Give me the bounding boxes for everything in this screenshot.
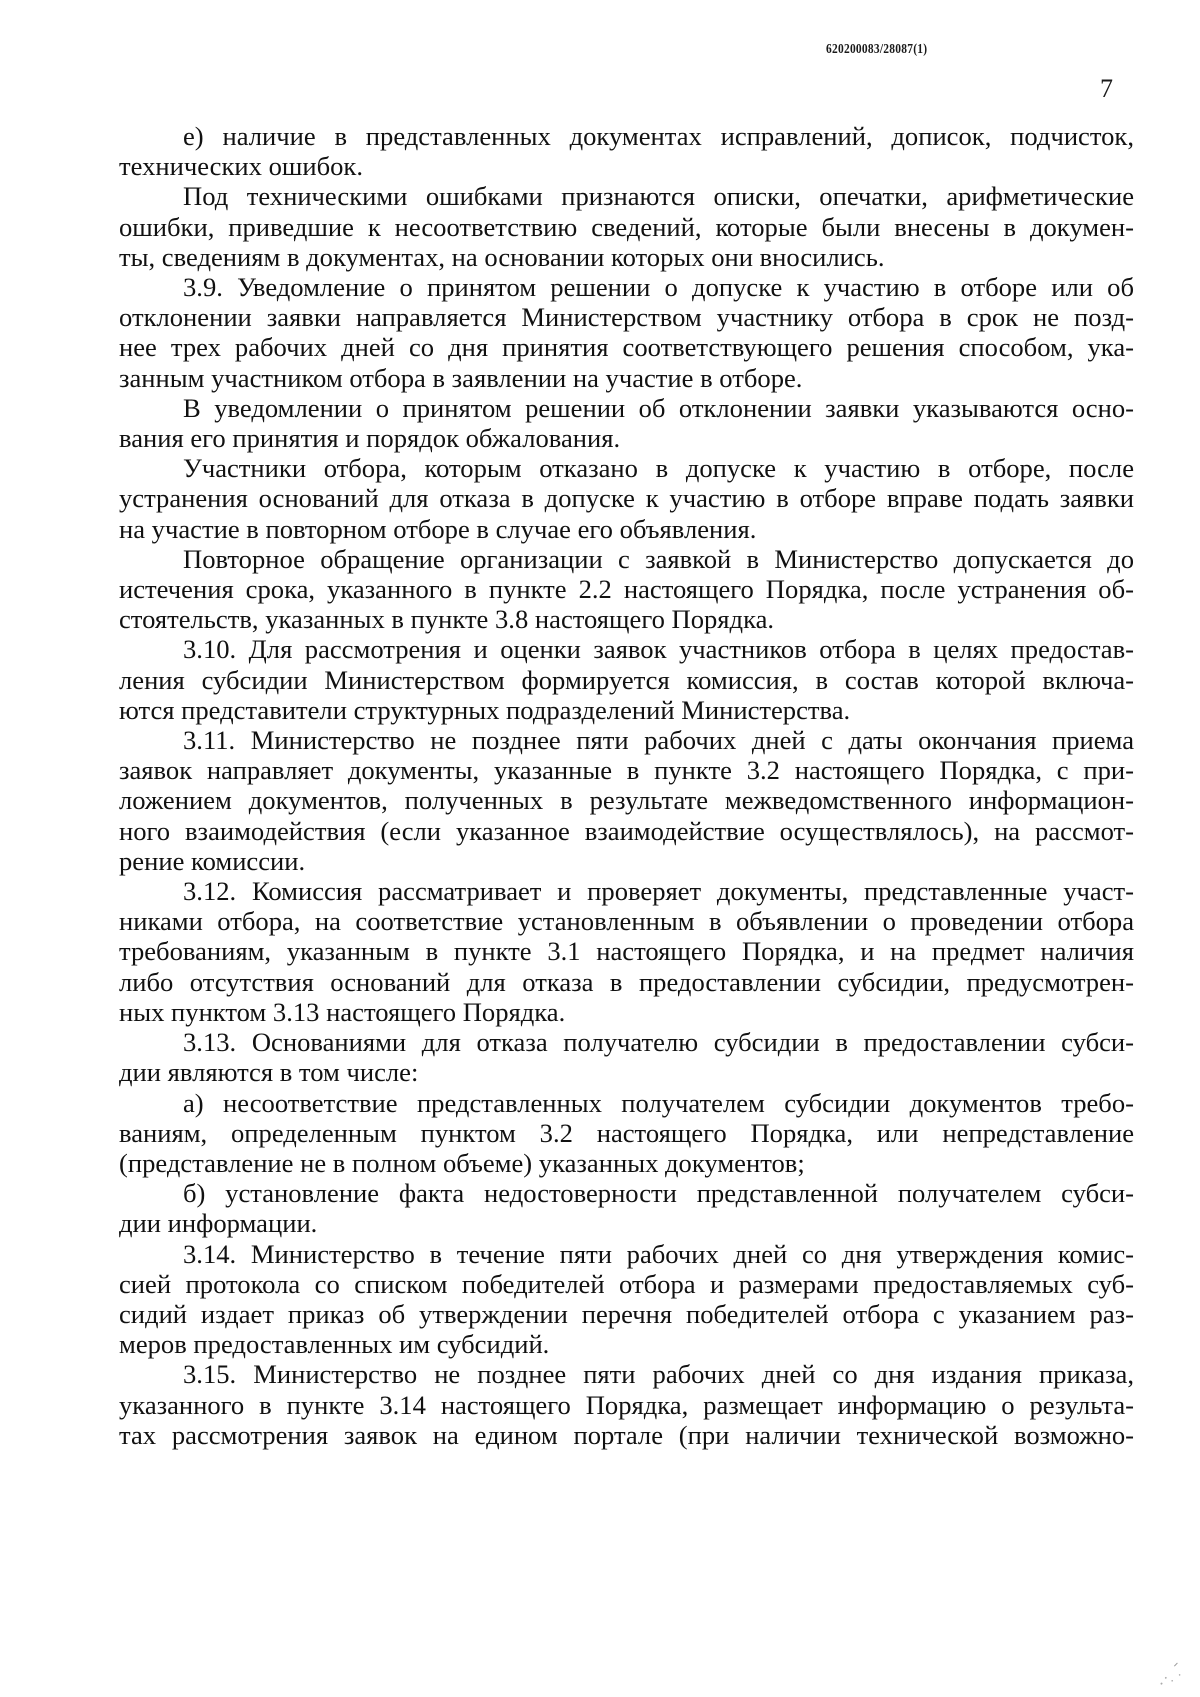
text-line: вания его принятия и порядок обжалования.	[119, 423, 621, 454]
text-line: тах рассмотрения заявок на едином портале (при наличии технической возможно-	[119, 1419, 1134, 1450]
text-line: либо отсутствия оснований для отказа в предоставлении субсидии, предусмотрен-	[119, 966, 1134, 997]
text-line: (представление не в полном объеме) указанных документов;	[119, 1147, 805, 1178]
text-line: ваниям, определенным пунктом 3.2 настоящего Порядка, или непредставление	[119, 1117, 1134, 1148]
document-id: 620200083/28087(1)	[826, 42, 928, 57]
document-body	[119, 121, 1134, 1450]
text-line: дии являются в том числе:	[119, 1057, 419, 1088]
scan-artifact-mark	[1152, 1660, 1189, 1696]
text-line: истечения срока, указанного в пункте 2.2 настоящего Порядка, после устранения об-	[119, 574, 1134, 605]
text-line: технических ошибок.	[119, 151, 363, 182]
text-line: меров предоставленных им субсидий.	[119, 1329, 550, 1360]
text-line: ошибки, приведшие к несоответствию сведений, которые были внесены в докумен-	[119, 211, 1134, 242]
text-line: ты, сведениям в документах, на основании которых они вносились.	[119, 241, 885, 272]
text-line: 3.14. Министерство в течение пяти рабочих дней со дня утверждения комис-	[183, 1238, 1134, 1269]
text-line: е) наличие в представленных документах исправлений, дописок, подчисток,	[183, 121, 1134, 151]
text-line: стоятельств, указанных в пункте 3.8 настоящего Порядка.	[119, 604, 775, 635]
text-line: Участники отбора, которым отказано в допуске к участию в отборе, после	[183, 453, 1134, 484]
text-line: заявок направляет документы, указанные в пункте 3.2 настоящего Порядка, с при-	[119, 755, 1134, 786]
text-line: устранения оснований для отказа в допуске к участию в отборе вправе подать заявки	[119, 483, 1134, 514]
text-line: рение комиссии.	[119, 845, 306, 876]
text-line: дии информации.	[119, 1208, 318, 1239]
page-number: 7	[1100, 74, 1113, 103]
text-line: указанного в пункте 3.14 настоящего Порядка, размещает информацию о результа-	[119, 1389, 1134, 1420]
text-line: 3.15. Министерство не позднее пяти рабочих дней со дня издания приказа,	[183, 1359, 1134, 1390]
text-line: требованиям, указанным в пункте 3.1 настоящего Порядка, и на предмет наличия	[119, 936, 1134, 967]
text-line: нее трех рабочих дней со дня принятия соответствующего решения способом, ука-	[119, 332, 1134, 363]
text-line: никами отбора, на соответствие установленным в объявлении о проведении отбора	[119, 906, 1134, 937]
text-line: В уведомлении о принятом решении об отклонении заявки указываются осно-	[183, 392, 1134, 423]
text-line: ются представители структурных подразделений Министерства.	[119, 694, 851, 725]
text-line: ложением документов, полученных в результате межведомственного информацион-	[119, 785, 1134, 816]
text-line: 3.10. Для рассмотрения и оценки заявок участников отбора в целях предостав-	[183, 634, 1134, 665]
text-line: 3.9. Уведомление о принятом решении о допуске к участию в отборе или об	[183, 272, 1134, 303]
text-line: отклонении заявки направляется Министерством участнику отбора в срок не позд-	[119, 302, 1134, 333]
text-line: 3.13. Основаниями для отказа получателю субсидии в предоставлении субси-	[183, 1027, 1134, 1058]
text-line: на участие в повторном отборе в случае его объявления.	[119, 513, 757, 544]
text-line: ного взаимодействия (если указанное взаимодействие осуществлялось), на рассмот-	[119, 815, 1134, 846]
text-line: ления субсидии Министерством формируется комиссия, в состав которой включа-	[119, 664, 1134, 695]
text-line: Под техническими ошибками признаются описки, опечатки, арифметические	[183, 181, 1134, 212]
text-line: а) несоответствие представленных получателем субсидии документов требо-	[183, 1087, 1134, 1118]
text-line: 3.11. Министерство не позднее пяти рабочих дней с даты окончания приема	[183, 725, 1134, 756]
text-line: Повторное обращение организации с заявкой в Министерство допускается до	[183, 543, 1134, 574]
scan-specks-icon	[1152, 1660, 1188, 1691]
text-line: ных пунктом 3.13 настоящего Порядка.	[119, 996, 566, 1027]
text-line: сией протокола со списком победителей отбора и размерами предоставляемых суб-	[119, 1268, 1134, 1299]
text-line: б) установление факта недостоверности представленной получателем субси-	[183, 1178, 1134, 1209]
text-line: 3.12. Комиссия рассматривает и проверяет документы, представленные участ-	[183, 876, 1134, 907]
text-line: занным участником отбора в заявлении на участие в отборе.	[119, 362, 803, 393]
text-line: сидий издает приказ об утверждении перечня победителей отбора с указанием раз-	[119, 1298, 1134, 1329]
